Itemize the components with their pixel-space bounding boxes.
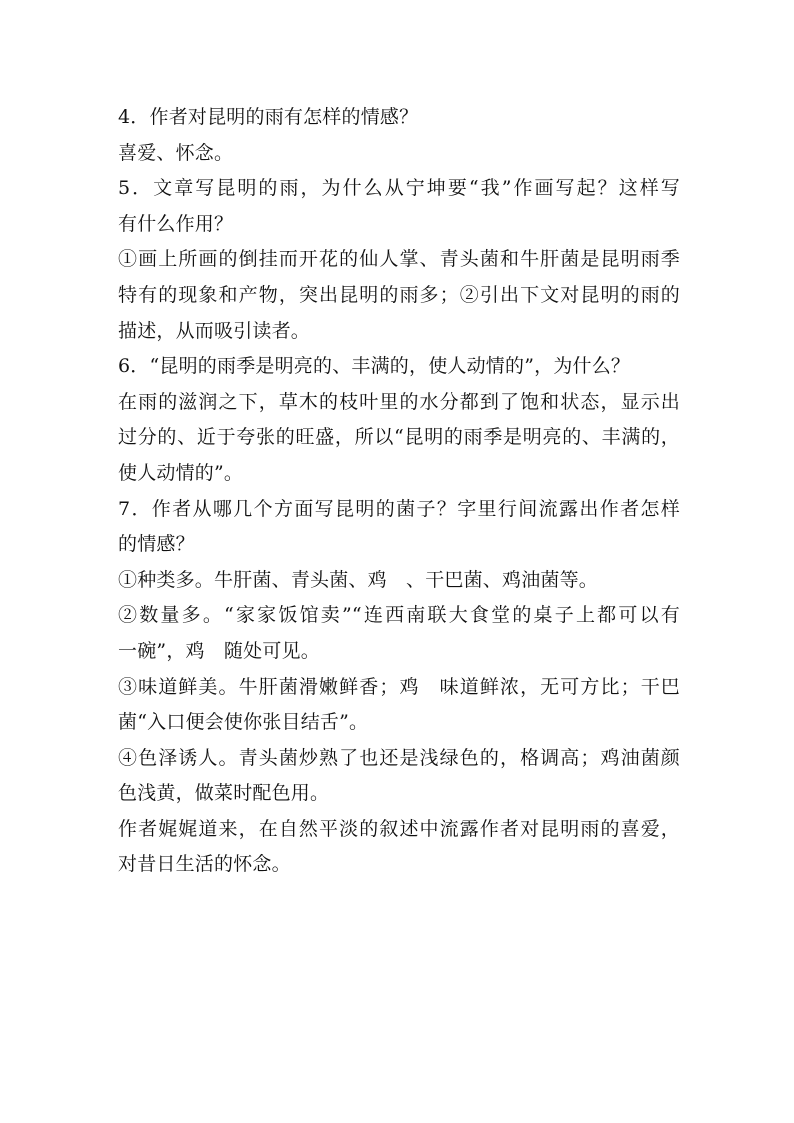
answer-7-point-2-line-1: ②数量多。“家家饭馆卖”“连西南联大食堂的桌子上都可以有 (118, 604, 680, 627)
answer-5-line-3: 描述，从而吸引读者。 (118, 319, 311, 342)
question-7-line-2: 的情感？ (118, 533, 195, 556)
answer-5-line-2: 特有的现象和产物，突出昆明的雨多；②引出下文对昆明的雨的 (118, 283, 680, 306)
question-5-line-1: 5．文章写昆明的雨，为什么从宁坤要“我”作画写起？这样写 (118, 177, 680, 200)
answer-7-point-1: ①种类多。牛肝菌、青头菌、鸡 、干巴菌、鸡油菌等。 (118, 568, 599, 591)
answer-7-point-4-line-1: ④色泽诱人。青头菌炒熟了也还是浅绿色的，格调高；鸡油菌颜 (118, 746, 680, 769)
document-body (118, 100, 680, 883)
answer-7-point-3-line-1: ③味道鲜美。牛肝菌滑嫩鲜香；鸡 味道鲜浓，无可方比；干巴 (118, 675, 680, 698)
answer-7-summary-line-2: 对昔日生活的怀念。 (118, 853, 291, 876)
question-7-line-1: 7．作者从哪几个方面写昆明的菌子？字里行间流露出作者怎样 (118, 497, 680, 520)
answer-5-line-1: ①画上所画的倒挂而开花的仙人掌、青头菌和牛肝菌是昆明雨季 (118, 248, 680, 271)
answer-4-line: 喜爱、怀念。 (118, 141, 234, 164)
answer-7-summary-line-1: 作者娓娓道来，在自然平淡的叙述中流露作者对昆明雨的喜爱， (118, 817, 680, 840)
answer-7-point-3-line-2: 菌“入口便会使你张目结舌”。 (118, 711, 369, 734)
answer-6-line-2: 过分的、近于夸张的旺盛，所以“昆明的雨季是明亮的、丰满的， (118, 426, 680, 449)
question-5-line-2: 有什么作用？ (118, 212, 234, 235)
question-4-line: 4．作者对昆明的雨有怎样的情感？ (118, 106, 419, 128)
answer-7-point-2-line-2: 一碗”，鸡 随处可见。 (118, 639, 320, 662)
answer-6-line-1: 在雨的滋润之下，草木的枝叶里的水分都到了饱和状态，显示出 (118, 390, 680, 413)
question-6-line: 6．“昆明的雨季是明亮的、丰满的，使人动情的”，为什么？ (118, 355, 631, 378)
answer-6-line-3: 使人动情的”。 (118, 461, 244, 484)
answer-7-point-4-line-2: 色浅黄，做菜时配色用。 (118, 782, 330, 805)
